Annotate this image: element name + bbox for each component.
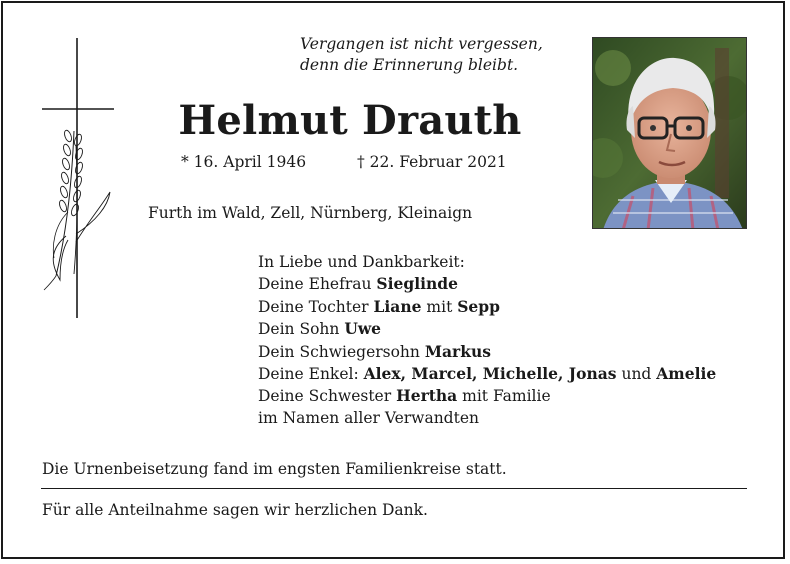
- wife-name: Sieglinde: [376, 274, 458, 294]
- divider: [41, 488, 747, 489]
- death-date: † 22. Februar 2021: [357, 153, 507, 171]
- cross-with-wheat-icon: [38, 36, 118, 320]
- mourner-son: Dein Sohn Uwe: [258, 319, 382, 339]
- son-name: Uwe: [344, 319, 382, 339]
- mourner-relatives: im Namen aller Verwandten: [258, 408, 479, 427]
- grandchild-last-name: Amelie: [656, 364, 717, 384]
- mourner-sister: Deine Schwester Hertha mit Familie: [258, 386, 551, 406]
- places: Furth im Wald, Zell, Nürnberg, Kleinaign: [148, 204, 473, 222]
- motto-line-2: denn die Erinnerung bleibt.: [300, 56, 519, 74]
- daughter-name: Liane: [373, 296, 422, 316]
- burial-notice: Die Urnenbeisetzung fand im engsten Familienkreise statt.: [42, 460, 507, 478]
- portrait-photo: [592, 37, 747, 229]
- mourner-wife: Deine Ehefrau Sieglinde: [258, 274, 458, 294]
- daughter-partner-name: Sepp: [457, 296, 500, 316]
- sister-name: Hertha: [396, 386, 458, 406]
- grandchildren-names: Alex, Marcel, Michelle, Jonas: [363, 364, 617, 384]
- son-in-law-name: Markus: [424, 341, 491, 361]
- mourner-daughter: Deine Tochter Liane mit Sepp: [258, 296, 500, 316]
- mourners-intro: In Liebe und Dankbarkeit:: [258, 253, 465, 271]
- mourner-son-in-law: Dein Schwiegersohn Markus: [258, 341, 491, 361]
- motto-line-1: Vergangen ist nicht vergessen,: [300, 35, 543, 53]
- motto: [300, 34, 543, 76]
- mourners-list: [258, 252, 716, 429]
- deceased-name: Helmut Drauth: [178, 97, 522, 144]
- mourner-grandchildren: Deine Enkel: Alex, Marcel, Michelle, Jonas und Amelie: [258, 364, 717, 384]
- birth-date: * 16. April 1946: [181, 153, 307, 171]
- thanks-text: Für alle Anteilnahme sagen wir herzlichen Dank.: [42, 501, 428, 519]
